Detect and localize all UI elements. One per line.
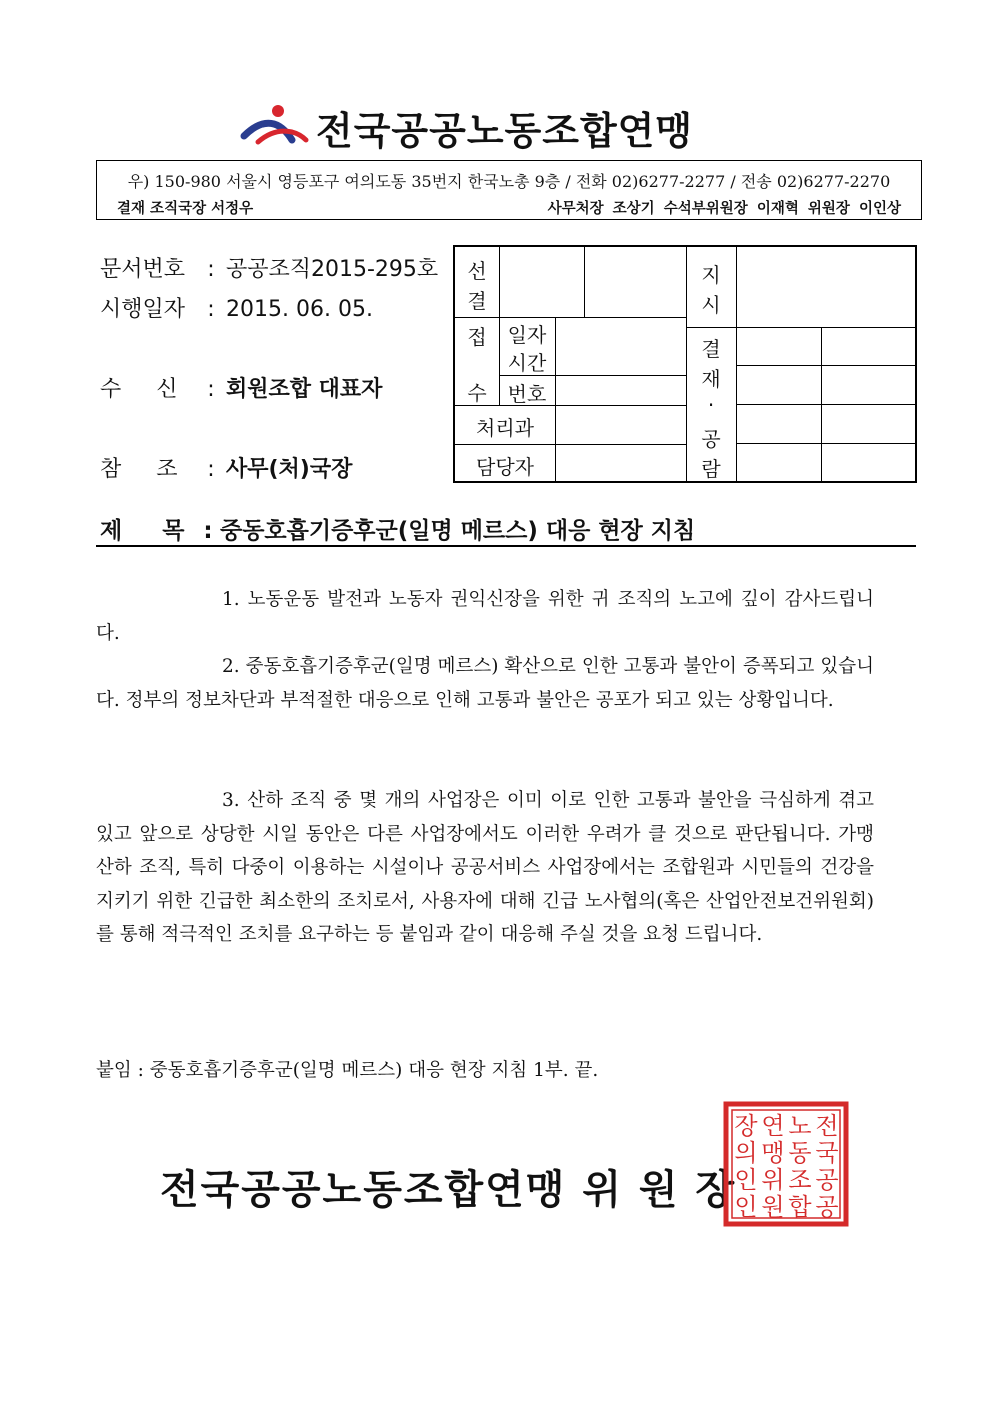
signature: 전국공공노동조합연맹 위 원 장 bbox=[160, 1167, 737, 1213]
reference-field bbox=[100, 452, 352, 483]
approval-left: 결재 조직국장 서정우 bbox=[117, 201, 254, 217]
seal-char: 위 bbox=[761, 1166, 785, 1194]
doc-number-field bbox=[100, 252, 438, 283]
cell-seon: 선 bbox=[467, 259, 487, 283]
cell-beonho: 번호 bbox=[507, 382, 547, 406]
date-value: 2015. 06. 05. bbox=[226, 297, 373, 322]
seal-char: 동 bbox=[788, 1139, 812, 1167]
date-field bbox=[100, 292, 373, 323]
recipient-field bbox=[100, 372, 382, 403]
doc-number-label: 문서번호 bbox=[100, 257, 186, 282]
org-name: 전국공공노동조합연맹 bbox=[316, 109, 694, 153]
paragraph-2-text: 2. 중동호흡기증후군(일명 메르스) 확산으로 인한 고통과 불안이 증폭되고 있습니다. 정부의 정보차단과 부적절한 대응으로 인해 고통과 불안은 공포가 되고 있는 상황입니다. bbox=[96, 656, 874, 711]
doc-number-value: 공공조직2015-295호 bbox=[226, 257, 439, 282]
cell-damdangja: 담당자 bbox=[476, 455, 534, 479]
colon: : bbox=[207, 297, 215, 322]
reference-value: 사무(처)국장 bbox=[226, 457, 353, 482]
seal-char: 노 bbox=[788, 1112, 812, 1140]
date-label: 시행일자 bbox=[100, 297, 186, 322]
cell-su: 수 bbox=[467, 381, 487, 405]
colon: : bbox=[207, 457, 215, 482]
recipient-value: 회원조합 대표자 bbox=[226, 377, 383, 402]
subject-text: 중동호흡기증후군(일명 메르스) 대응 현장 지침 bbox=[220, 518, 696, 544]
address-line: 우) 150-980 서울시 영등포구 여의도동 35번지 한국노총 9층 / 전화 02)6277-2277 / 전송 02)6277-2270 bbox=[127, 172, 891, 191]
cell-sigan: 시간 bbox=[507, 351, 547, 375]
cell-gong: 공 bbox=[701, 427, 721, 451]
seal-char: 국 bbox=[815, 1139, 839, 1167]
seal-char: 원 bbox=[761, 1193, 785, 1221]
seal-char: 의 bbox=[734, 1139, 758, 1167]
cell-jeop: 접 bbox=[467, 325, 487, 349]
seal-char: 인 bbox=[734, 1166, 758, 1194]
cell-cheorigwa: 처리과 bbox=[476, 416, 534, 440]
paragraph-1-text: 1. 노동운동 발전과 노동자 권익신장을 위한 귀 조직의 노고에 깊이 감사드립니다. bbox=[96, 589, 874, 644]
seal-char: 전 bbox=[815, 1112, 839, 1140]
seal-char: 연 bbox=[761, 1112, 785, 1140]
seal-char: 공 bbox=[815, 1193, 839, 1221]
reference-label: 참 조 bbox=[100, 457, 178, 482]
seal-char: 장 bbox=[734, 1112, 758, 1140]
recipient-label: 수 신 bbox=[100, 377, 178, 402]
address-box bbox=[96, 160, 922, 220]
seal-char: 인 bbox=[734, 1193, 758, 1221]
cell-jae: 재 bbox=[701, 367, 721, 391]
cell-ilja: 일자 bbox=[507, 323, 547, 347]
cell-gyeol: 결 bbox=[467, 289, 487, 313]
org-logo bbox=[240, 96, 740, 152]
official-seal-icon bbox=[722, 1100, 850, 1228]
paragraph-3 bbox=[96, 784, 874, 952]
cell-ram: 람 bbox=[701, 457, 721, 481]
seal-char: 합 bbox=[788, 1193, 812, 1221]
seal-char: 조 bbox=[788, 1166, 812, 1194]
paragraph-1 bbox=[96, 583, 874, 650]
cell-ji: 지 bbox=[701, 263, 721, 287]
approval-right: 사무처장 조상기 수석부위원장 이재혁 위원장 이인상 bbox=[547, 201, 901, 217]
cell-dot: · bbox=[707, 393, 715, 417]
attachment-line: 붙임 : 중동호흡기증후군(일명 메르스) 대응 현장 지침 1부. 끝. bbox=[96, 1060, 599, 1081]
colon: : bbox=[207, 257, 215, 282]
cell-gyeol-2: 결 bbox=[701, 337, 721, 361]
subject-divider bbox=[96, 545, 916, 547]
cell-si: 시 bbox=[701, 293, 721, 317]
paragraph-2 bbox=[96, 650, 874, 717]
seal-char: 맹 bbox=[761, 1139, 785, 1167]
routing-table bbox=[453, 245, 917, 483]
colon: : bbox=[207, 377, 215, 402]
colon: : bbox=[203, 518, 213, 544]
seal-char: 공 bbox=[815, 1166, 839, 1194]
subject-label: 제 목 bbox=[100, 518, 185, 544]
logo-mark-icon bbox=[240, 100, 310, 146]
paragraph-3-text: 3. 산하 조직 중 몇 개의 사업장은 이미 이로 인한 고통과 불안을 극심하게 겪고 있고 앞으로 상당한 시일 동안은 다른 사업장에서도 이러한 우려가 클 것으로 판단됩니다. 가맹 산하 조직, 특히 다중이 이용하는 시설이나 공공서비스 사업장에서는 조합원과 시민들의 건강을 지키기 위한 긴급한 최소한의 조치로서, 사용자에 대해 긴급 노사협의(혹은 산업안전보건위원회)를 통해 적극적인 조치를 요구하는 등 붙임과 같이 대응해 주실 것을 요청 드립니다. bbox=[96, 790, 874, 945]
subject-line bbox=[100, 512, 916, 545]
